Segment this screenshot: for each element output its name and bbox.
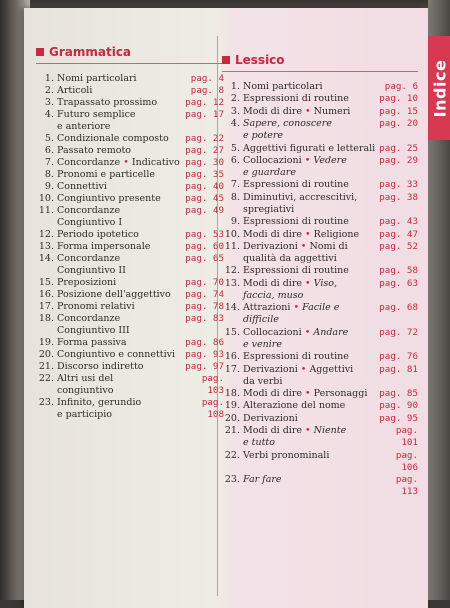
entry-title	[57, 337, 184, 349]
entry-page: pag. 95	[379, 412, 418, 424]
bullet-dot-icon: •	[302, 228, 314, 240]
bullet-dot-icon: •	[302, 277, 314, 289]
toc-entry	[222, 278, 418, 303]
bullet-dot-icon: •	[297, 240, 310, 252]
entry-page: pag. 65	[185, 253, 224, 264]
toc-entry	[222, 179, 418, 191]
entry-title	[243, 93, 378, 105]
entry-page: pag. 93	[185, 349, 224, 360]
entry-page: pag. 74	[185, 289, 224, 300]
entry-page: pag. 101	[395, 425, 418, 449]
entry-title-text: Espressioni di routine	[243, 265, 349, 277]
entry-number: 1.	[44, 73, 54, 84]
entry-number: 7.	[44, 157, 54, 168]
entry-number: 17.	[224, 363, 240, 375]
entry-title	[57, 193, 184, 205]
entry-number: 16.	[38, 289, 54, 300]
entry-title-text: Condizionale composto	[57, 133, 169, 144]
entry-page: pag. 85	[379, 388, 418, 400]
grammatica-column	[36, 44, 224, 421]
toc-entry	[222, 450, 418, 474]
entry-title-text: Posizione dell'aggettivo	[57, 289, 171, 300]
square-bullet-icon	[36, 48, 44, 56]
entry-page: pag. 81	[379, 363, 418, 375]
entry-title-text: Pronomi e particelle	[57, 169, 155, 180]
entry-title-line2: faccia, muso	[243, 289, 304, 301]
entry-topic: Facile e	[302, 302, 340, 314]
entry-page: pag. 6	[384, 81, 418, 92]
entry-page: pag. 22	[185, 133, 224, 144]
entry-title-text: Modi di dire	[243, 388, 303, 400]
entry-title-text: Forma impersonale	[57, 241, 151, 252]
entry-title	[57, 253, 184, 277]
entry-number: 7.	[230, 179, 240, 191]
entry-title	[57, 157, 184, 169]
entry-title-text: Infinito, gerundio	[57, 397, 142, 408]
entry-title-text: Concordanze	[57, 157, 121, 168]
entry-title-text: Espressioni di routine	[243, 351, 349, 363]
entry-page: pag. 76	[379, 351, 418, 363]
bullet-dot-icon: •	[302, 105, 314, 117]
entry-topic: Vedere	[313, 154, 347, 166]
entry-title-text: Futuro semplice	[57, 109, 136, 120]
entry-title	[243, 241, 378, 265]
toc-entry	[36, 133, 224, 145]
entry-title	[57, 133, 184, 145]
bullet-dot-icon: •	[290, 302, 303, 314]
toc-entry	[222, 93, 418, 105]
entry-title	[57, 181, 184, 193]
entry-title	[243, 413, 378, 425]
entry-title	[57, 397, 184, 421]
entry-page: pag. 47	[379, 228, 418, 240]
entry-title-text: Espressioni di routine	[243, 216, 349, 228]
entry-title-text: Derivazioni	[243, 363, 298, 375]
entry-number: 22.	[224, 449, 240, 461]
toc-entry	[222, 413, 418, 425]
toc-entry	[36, 301, 224, 313]
entry-number: 1.	[230, 81, 240, 92]
entry-topic: Religione	[313, 228, 360, 240]
entry-title-line2: e participio	[57, 409, 112, 420]
entry-title	[57, 109, 184, 133]
entry-title-line2: difficile	[243, 314, 279, 326]
entry-title	[57, 373, 184, 397]
lessico-title: Lessico	[235, 53, 285, 67]
entry-title-line2: spregiativi	[243, 203, 295, 215]
entry-page: pag. 53	[185, 229, 224, 240]
entry-title-text: Nomi particolari	[57, 73, 137, 84]
entry-title	[243, 155, 378, 179]
entry-title	[243, 106, 378, 118]
entry-topic: Viso,	[313, 277, 338, 289]
toc-entry	[36, 361, 224, 373]
grammatica-header	[36, 44, 224, 64]
toc-entry	[36, 97, 224, 109]
entry-title-line2: congiuntivo	[57, 385, 114, 396]
toc-entry	[36, 397, 224, 421]
entry-topic: Personaggi	[313, 388, 368, 400]
toc-entry	[222, 351, 418, 363]
entry-title	[57, 145, 184, 157]
bullet-dot-icon: •	[301, 326, 314, 338]
entry-title-text: Far fare	[243, 473, 282, 485]
entry-title-text: Pronomi relativi	[57, 301, 135, 312]
entry-page: pag. 68	[379, 302, 418, 314]
entry-number: 18.	[224, 388, 240, 400]
toc-entry	[36, 337, 224, 349]
entry-number: 13.	[224, 277, 240, 289]
entry-number: 21.	[224, 425, 240, 437]
entry-number: 5.	[44, 133, 54, 144]
entry-title	[243, 351, 378, 363]
entry-title-text: Articoli	[57, 85, 93, 96]
entry-page: pag. 15	[379, 105, 418, 117]
entry-title	[57, 97, 184, 109]
entry-page: pag. 30	[185, 157, 224, 168]
entry-page: pag. 35	[185, 169, 224, 180]
entry-title	[243, 143, 378, 155]
entry-title-line2: e tutto	[243, 437, 275, 449]
entry-number: 12.	[224, 265, 240, 277]
entry-title	[243, 474, 378, 486]
entry-title	[243, 81, 378, 93]
entry-number: 8.	[44, 169, 54, 180]
entry-page: pag. 40	[185, 181, 224, 192]
entry-title	[243, 450, 378, 462]
toc-entry	[36, 253, 224, 277]
entry-title	[243, 216, 378, 228]
entry-title	[243, 118, 378, 142]
lessico-list	[222, 81, 418, 498]
entry-number: 19.	[38, 337, 54, 348]
entry-title-text: Derivazioni	[243, 412, 298, 424]
entry-title	[243, 278, 378, 302]
lessico-column	[222, 52, 418, 498]
entry-title-text: Discorso indiretto	[57, 361, 144, 372]
entry-number: 2.	[230, 93, 240, 105]
entry-number: 10.	[38, 193, 54, 204]
index-page	[24, 8, 450, 608]
entry-page: pag. 52	[379, 240, 418, 252]
entry-title	[243, 179, 378, 191]
entry-page: pag. 97	[185, 361, 224, 372]
entry-title-line2: e potere	[243, 130, 284, 142]
entry-title-text: Espressioni di routine	[243, 179, 349, 191]
entry-page: pag. 60	[185, 241, 224, 252]
entry-title-line2: da verbi	[243, 375, 283, 387]
toc-entry	[222, 474, 418, 498]
entry-title-line2: Congiuntivo II	[57, 265, 126, 276]
toc-entry	[36, 85, 224, 97]
entry-page: pag. 25	[379, 142, 418, 154]
entry-number: 14.	[38, 253, 54, 264]
entry-title	[57, 229, 184, 241]
entry-title-text: Forma passiva	[57, 337, 127, 348]
entry-page: pag. 10	[379, 93, 418, 105]
entry-title	[243, 425, 378, 449]
entry-title	[57, 85, 184, 97]
entry-title	[243, 400, 378, 412]
entry-title-text: Derivazioni	[243, 240, 298, 252]
toc-entry	[222, 241, 418, 266]
toc-entry	[222, 216, 418, 228]
entry-number: 2.	[44, 85, 54, 96]
entry-number: 3.	[230, 105, 240, 117]
entry-number: 13.	[38, 241, 54, 252]
entry-page: pag. 58	[379, 265, 418, 277]
entry-page: pag. 4	[190, 73, 224, 84]
toc-entry	[36, 313, 224, 337]
entry-number: 11.	[224, 240, 240, 252]
toc-entry	[36, 349, 224, 361]
toc-entry	[36, 193, 224, 205]
toc-entry	[222, 364, 418, 389]
entry-title	[57, 301, 184, 313]
toc-entry	[36, 181, 224, 193]
entry-page: pag. 49	[185, 205, 224, 216]
square-bullet-icon	[222, 56, 230, 64]
toc-entry	[222, 155, 418, 180]
entry-title-line2: Congiuntivo I	[57, 217, 123, 228]
entry-page: pag. 38	[379, 191, 418, 203]
entry-page: pag. 33	[379, 179, 418, 191]
entry-number: 15.	[38, 277, 54, 288]
entry-title-text: Sapere, conoscere	[243, 118, 332, 130]
toc-entry	[36, 373, 224, 397]
entry-page: pag. 12	[185, 97, 224, 108]
toc-entry	[36, 109, 224, 133]
entry-topic: Andare	[313, 326, 349, 338]
entry-title-text: Modi di dire	[243, 425, 303, 437]
toc-entry	[36, 241, 224, 253]
entry-topic: Numeri	[313, 105, 351, 117]
entry-title-line2: Congiuntivo III	[57, 325, 130, 336]
bullet-dot-icon: •	[301, 154, 314, 166]
grammatica-list	[36, 73, 224, 421]
entry-title	[243, 327, 378, 351]
entry-number: 9.	[230, 216, 240, 228]
entry-title-text: Modi di dire	[243, 277, 303, 289]
toc-entry	[222, 118, 418, 143]
entry-number: 15.	[224, 326, 240, 338]
entry-page: pag. 108	[201, 397, 224, 420]
entry-title	[243, 192, 378, 216]
entry-page: pag. 70	[185, 277, 224, 288]
entry-title-text: Modi di dire	[243, 228, 303, 240]
toc-entry	[36, 277, 224, 289]
entry-number: 23.	[38, 397, 54, 408]
entry-page: pag. 106	[395, 449, 418, 473]
toc-entry	[222, 265, 418, 277]
entry-number: 16.	[224, 351, 240, 363]
entry-page: pag. 8	[190, 85, 224, 96]
entry-title-text: Aggettivi figurati e letterali	[243, 142, 376, 154]
toc-entry	[36, 73, 224, 85]
entry-number: 4.	[44, 109, 54, 120]
toc-entry	[36, 205, 224, 229]
entry-number: 12.	[38, 229, 54, 240]
entry-page: pag. 63	[379, 277, 418, 289]
entry-number: 23.	[224, 473, 240, 485]
entry-title-text: Concordanze	[57, 313, 121, 324]
lessico-header	[222, 52, 418, 72]
entry-title-text: Modi di dire	[243, 105, 303, 117]
toc-entry	[222, 400, 418, 412]
toc-entry	[36, 169, 224, 181]
entry-title-text: Passato remoto	[57, 145, 132, 156]
entry-number: 5.	[230, 142, 240, 154]
entry-number: 9.	[44, 181, 54, 192]
entry-page: pag. 78	[185, 301, 224, 312]
entry-number: 20.	[224, 412, 240, 424]
entry-title	[57, 73, 184, 85]
entry-title-text: Preposizioni	[57, 277, 117, 288]
entry-topic: Indicativo	[131, 157, 180, 168]
entry-page: pag. 72	[379, 326, 418, 338]
entry-page: pag. 17	[185, 109, 224, 120]
entry-title-line2: e guardare	[243, 166, 296, 178]
entry-number: 4.	[230, 118, 240, 130]
entry-page: pag. 83	[185, 313, 224, 324]
toc-entry	[36, 157, 224, 169]
entry-page: pag. 90	[379, 400, 418, 412]
bullet-dot-icon: •	[120, 157, 132, 168]
toc-entry	[222, 143, 418, 155]
entry-title-text: Congiuntivo e connettivi	[57, 349, 176, 360]
entry-page: pag. 113	[395, 473, 418, 497]
index-tab-label: Indice	[430, 59, 450, 117]
entry-title	[243, 229, 378, 241]
entry-title-line2: qualità da aggettivi	[243, 252, 337, 264]
entry-title-line2: e anteriore	[57, 121, 111, 132]
entry-number: 20.	[38, 349, 54, 360]
entry-title	[243, 302, 378, 326]
toc-entry	[36, 289, 224, 301]
entry-topic: Niente	[313, 425, 347, 437]
entry-title-text: Nomi particolari	[243, 81, 323, 92]
entry-topic: Nomi di	[309, 240, 348, 252]
entry-title-line2: e venire	[243, 338, 282, 350]
entry-title-text: Concordanze	[57, 253, 121, 264]
toc-entry	[222, 81, 418, 93]
entry-title-text: Trapassato prossimo	[57, 97, 158, 108]
entry-number: 17.	[38, 301, 54, 312]
entry-page: pag. 86	[185, 337, 224, 348]
entry-title-text: Altri usi del	[57, 373, 114, 384]
toc-entry	[222, 388, 418, 400]
grammatica-title: Grammatica	[49, 45, 132, 59]
toc-entry	[222, 302, 418, 327]
entry-number: 21.	[38, 361, 54, 372]
entry-page: pag. 103	[201, 373, 224, 396]
entry-title	[57, 205, 184, 229]
entry-title-text: Alterazione del nome	[243, 400, 346, 412]
entry-page: pag. 43	[379, 216, 418, 228]
entry-title-text: Collocazioni	[243, 326, 302, 338]
bullet-dot-icon: •	[297, 363, 310, 375]
entry-number: 6.	[44, 145, 54, 156]
entry-title	[57, 169, 184, 181]
entry-page: pag. 29	[379, 154, 418, 166]
bullet-dot-icon: •	[302, 425, 314, 437]
toc-entry	[222, 192, 418, 217]
toc-entry	[222, 425, 418, 450]
bullet-dot-icon: •	[302, 388, 314, 400]
entry-number: 14.	[224, 302, 240, 314]
entry-title	[57, 289, 184, 301]
toc-entry	[36, 145, 224, 157]
toc-entry	[222, 106, 418, 118]
entry-title-text: Verbi pronominali	[243, 449, 330, 461]
entry-title	[57, 277, 184, 289]
entry-number: 22.	[38, 373, 54, 384]
entry-title	[243, 364, 378, 388]
entry-title	[57, 349, 184, 361]
entry-number: 3.	[44, 97, 54, 108]
entry-title	[243, 388, 378, 400]
entry-title-text: Espressioni di routine	[243, 93, 349, 105]
entry-title	[243, 265, 378, 277]
entry-page: pag. 20	[379, 118, 418, 130]
index-tab	[428, 36, 450, 140]
entry-number: 10.	[224, 228, 240, 240]
entry-number: 6.	[230, 154, 240, 166]
entry-title-text: Concordanze	[57, 205, 121, 216]
entry-number: 18.	[38, 313, 54, 324]
toc-entry	[222, 229, 418, 241]
entry-title-text: Connettivi	[57, 181, 107, 192]
entry-number: 8.	[230, 191, 240, 203]
entry-title-text: Periodo ipotetico	[57, 229, 139, 240]
entry-title-text: Collocazioni	[243, 154, 302, 166]
entry-number: 11.	[38, 205, 54, 216]
entry-title	[57, 313, 184, 337]
toc-entry	[36, 229, 224, 241]
entry-title	[57, 241, 184, 253]
entry-topic: Aggettivi	[309, 363, 354, 375]
toc-entry	[222, 327, 418, 352]
entry-title-text: Diminutivi, accrescitivi,	[243, 191, 358, 203]
entry-title-text: Congiuntivo presente	[57, 193, 161, 204]
entry-page: pag. 45	[185, 193, 224, 204]
entry-page: pag. 27	[185, 145, 224, 156]
entry-number: 19.	[224, 400, 240, 412]
entry-title-text: Attrazioni	[243, 302, 291, 314]
entry-title	[57, 361, 184, 373]
